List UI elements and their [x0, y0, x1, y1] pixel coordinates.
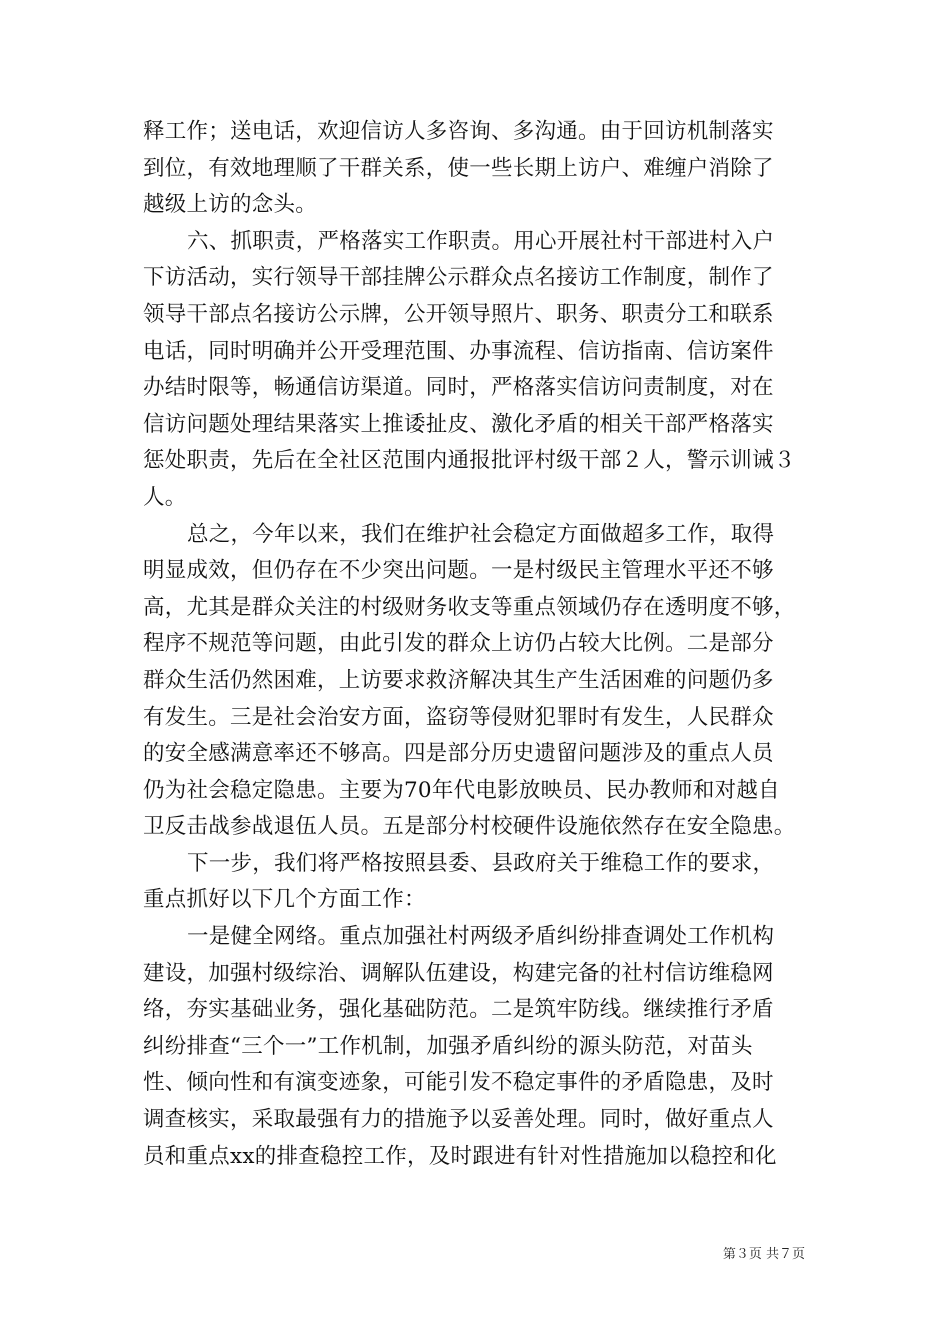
text-line: 领导干部点名接访公示牌，公开领导照片、职务、职责分工和联系 — [143, 301, 774, 327]
text-line: 程序不规范等问题，由此引发的群众上访仍占较大比例。二是部分 — [143, 631, 774, 657]
text-line: 群众生活仍然困难，上访要求救济解决其生产生活困难的问题仍多 — [143, 667, 774, 693]
body-text — [143, 114, 823, 1175]
text-line: 明显成效，但仍存在不少突出问题。一是村级民主管理水平还不够 — [143, 558, 774, 584]
text-line: 电话，同时明确并公开受理范围、办事流程、信访指南、信访案件 — [143, 338, 774, 364]
text-line: 释工作；送电话，欢迎信访人多咨询、多沟通。由于回访机制落实 — [143, 119, 774, 144]
text-line: 纠纷排查“三个一”工作机制，加强矛盾纠纷的源头防范，对苗头 — [143, 1033, 753, 1059]
text-line: 人。 — [143, 484, 187, 510]
text-line: 卫反击战参战退伍人员。五是部分村校硬件设施依然存在安全隐患。 — [143, 814, 796, 840]
text-line: 高，尤其是群众关注的村级财务收支等重点领域仍存在透明度不够， — [143, 594, 796, 620]
text-line: 重点抓好以下几个方面工作： — [143, 887, 426, 913]
text-line: 建设，加强村级综治、调解队伍建设，构建完备的社村信访维稳网 — [143, 960, 774, 986]
text-line: 的安全感满意率还不够高。四是部分历史遗留问题涉及的重点人员 — [143, 741, 774, 767]
text-line: 性、倾向性和有演变迹象，可能引发不稳定事件的矛盾隐患，及时 — [143, 1070, 774, 1096]
text-line: 员和重点xx的排查稳控工作，及时跟进有针对性措施加以稳控和化 — [143, 1143, 777, 1169]
text-line: 办结时限等，畅通信访渠道。同时，严格落实信访问责制度，对在 — [143, 375, 774, 401]
text-line: 下一步，我们将严格按照县委、县政府关于维稳工作的要求， — [187, 850, 775, 876]
page-number: 第３页 共７页 — [722, 1247, 805, 1262]
text-line: 越级上访的念头。 — [143, 192, 318, 218]
text-line: 惩处职责，先后在全社区范围内通报批评村级干部２人，警示训诫３ — [143, 448, 796, 474]
text-line: 一是健全网络。重点加强社村两级矛盾纠纷排查调处工作机构 — [187, 924, 775, 950]
text-line: 下访活动，实行领导干部挂牌公示群众点名接访工作制度，制作了 — [143, 265, 774, 291]
text-line: 总之，今年以来，我们在维护社会稳定方面做超多工作，取得 — [187, 521, 775, 547]
text-line: 有发生。三是社会治安方面，盗窃等侵财犯罪时有发生，人民群众 — [143, 704, 774, 730]
text-line: 仍为社会稳定隐患。主要为70年代电影放映员、民办教师和对越自 — [143, 777, 780, 803]
text-line: 信访问题处理结果落实上推诿扯皮、激化矛盾的相关干部严格落实 — [143, 411, 774, 437]
text-line: 六、抓职责，严格落实工作职责。用心开展社村干部进村入户 — [187, 228, 775, 254]
text-line: 调查核实，采取最强有力的措施予以妥善处理。同时，做好重点人 — [143, 1107, 774, 1133]
text-line: 到位，有效地理顺了干群关系，使一些长期上访户、难缠户消除了 — [143, 155, 774, 181]
text-line: 络，夯实基础业务，强化基础防范。二是筑牢防线。继续推行矛盾 — [143, 997, 774, 1023]
